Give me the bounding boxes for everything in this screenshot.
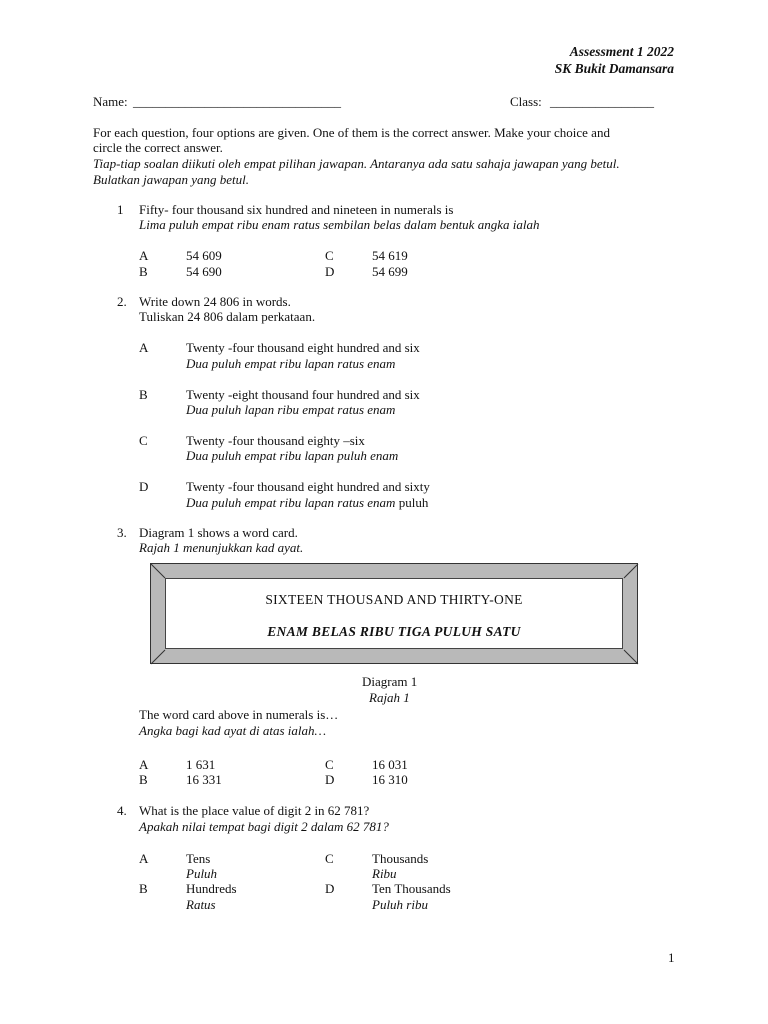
q4-option-c-letter[interactable]: C [325, 851, 334, 866]
q1-option-d-letter[interactable]: D [325, 264, 335, 279]
q4-number: 4. [117, 803, 127, 818]
q2-text-en: Write down 24 806 in words. [139, 294, 291, 309]
q4-option-a-en[interactable]: Tens [186, 851, 211, 866]
q2-option-c-en[interactable]: Twenty -four thousand eighty –six [186, 433, 365, 448]
class-label: Class: [510, 94, 542, 109]
q2-option-d-ms-extra: puluh [395, 495, 429, 510]
q2-text-ms: Tuliskan 24 806 dalam perkataan. [139, 309, 316, 324]
q4-option-d-ms: Puluh ribu [372, 897, 428, 912]
q3-option-c-value[interactable]: 16 031 [372, 757, 408, 772]
q1-number: 1 [117, 202, 124, 217]
class-blank: ________________ [550, 94, 654, 109]
q1-option-c-letter[interactable]: C [325, 248, 334, 263]
q3-option-a-value[interactable]: 1 631 [186, 757, 216, 772]
q2-option-a-ms: Dua puluh empat ribu lapan ratus enam [186, 356, 396, 371]
q4-option-b-letter[interactable]: B [139, 881, 148, 896]
school-name: SK Bukit Damansara [554, 61, 674, 76]
q3-option-d-letter[interactable]: D [325, 772, 335, 787]
instruction-ms-1: Tiap-tiap soalan diikuti oleh empat pilihan jawapan. Antaranya ada satu sahaja jawapan yang betul. [93, 156, 620, 171]
q3-option-b-value[interactable]: 16 331 [186, 772, 222, 787]
q2-option-c-letter[interactable]: C [139, 433, 148, 448]
q1-option-a-value[interactable]: 54 609 [186, 248, 222, 263]
word-card-en: SIXTEEN THOUSAND AND THIRTY-ONE [265, 592, 523, 607]
q3-text-ms: Rajah 1 menunjukkan kad ayat. [139, 540, 304, 555]
q1-text-en: Fifty- four thousand six hundred and nineteen in numerals is [139, 202, 454, 217]
q4-option-b-ms: Ratus [186, 897, 216, 912]
q4-option-a-letter[interactable]: A [139, 851, 149, 866]
q1-text-ms: Lima puluh empat ribu enam ratus sembilan belas dalam bentuk angka ialah [139, 217, 540, 232]
q2-option-a-letter[interactable]: A [139, 340, 149, 355]
q3-option-c-letter[interactable]: C [325, 757, 334, 772]
q4-text-ms: Apakah nilai tempat bagi digit 2 dalam 62 781? [139, 819, 389, 834]
instruction-en-2: circle the correct answer. [93, 140, 223, 155]
q2-option-d-ms: Dua puluh empat ribu lapan ratus enam [186, 495, 396, 510]
q4-option-a-ms: Puluh [186, 866, 218, 881]
q4-option-c-ms: Ribu [372, 866, 397, 881]
instruction-en-1: For each question, four options are given. One of them is the correct answer. Make your choice and [93, 125, 610, 140]
q2-option-d-en[interactable]: Twenty -four thousand eight hundred and sixty [186, 479, 430, 494]
q2-option-a-en[interactable]: Twenty -four thousand eight hundred and six [186, 340, 420, 355]
name-blank: ________________________________ [133, 94, 341, 109]
q1-option-a-letter[interactable]: A [139, 248, 149, 263]
q3-prompt-en: The word card above in numerals is… [139, 707, 339, 722]
word-card-ms: ENAM BELAS RIBU TIGA PULUH SATU [267, 624, 521, 639]
instruction-ms-2: Bulatkan jawapan yang betul. [93, 172, 249, 187]
q2-option-b-en[interactable]: Twenty -eight thousand four hundred and six [186, 387, 420, 402]
q1-option-b-letter[interactable]: B [139, 264, 148, 279]
name-label: Name: [93, 94, 128, 109]
q3-option-d-value[interactable]: 16 310 [372, 772, 408, 787]
q3-text-en: Diagram 1 shows a word card. [139, 525, 298, 540]
q1-option-b-value[interactable]: 54 690 [186, 264, 222, 279]
q4-option-d-en[interactable]: Ten Thousands [372, 881, 451, 896]
q2-option-b-ms: Dua puluh lapan ribu empat ratus enam [186, 402, 396, 417]
q4-option-b-en[interactable]: Hundreds [186, 881, 237, 896]
q4-text-en: What is the place value of digit 2 in 62 781? [139, 803, 370, 818]
q3-prompt-ms: Angka bagi kad ayat di atas ialah… [139, 723, 327, 738]
q3-option-a-letter[interactable]: A [139, 757, 149, 772]
q3-number: 3. [117, 525, 127, 540]
diagram-caption-ms: Rajah 1 [369, 690, 410, 705]
q2-number: 2. [117, 294, 127, 309]
q4-option-c-en[interactable]: Thousands [372, 851, 429, 866]
q2-option-d-letter[interactable]: D [139, 479, 149, 494]
word-card [150, 563, 638, 664]
q3-option-b-letter[interactable]: B [139, 772, 148, 787]
q2-option-c-ms: Dua puluh empat ribu lapan puluh enam [186, 448, 399, 463]
word-card-face [165, 578, 623, 649]
assessment-title: Assessment 1 2022 [569, 44, 674, 59]
q1-option-c-value[interactable]: 54 619 [372, 248, 408, 263]
page-number: 1 [668, 950, 675, 965]
diagram-caption-en: Diagram 1 [362, 674, 418, 689]
q1-option-d-value[interactable]: 54 699 [372, 264, 408, 279]
q2-option-b-letter[interactable]: B [139, 387, 148, 402]
q2-option-d-ms-line [186, 495, 428, 510]
q4-option-d-letter[interactable]: D [325, 881, 335, 896]
